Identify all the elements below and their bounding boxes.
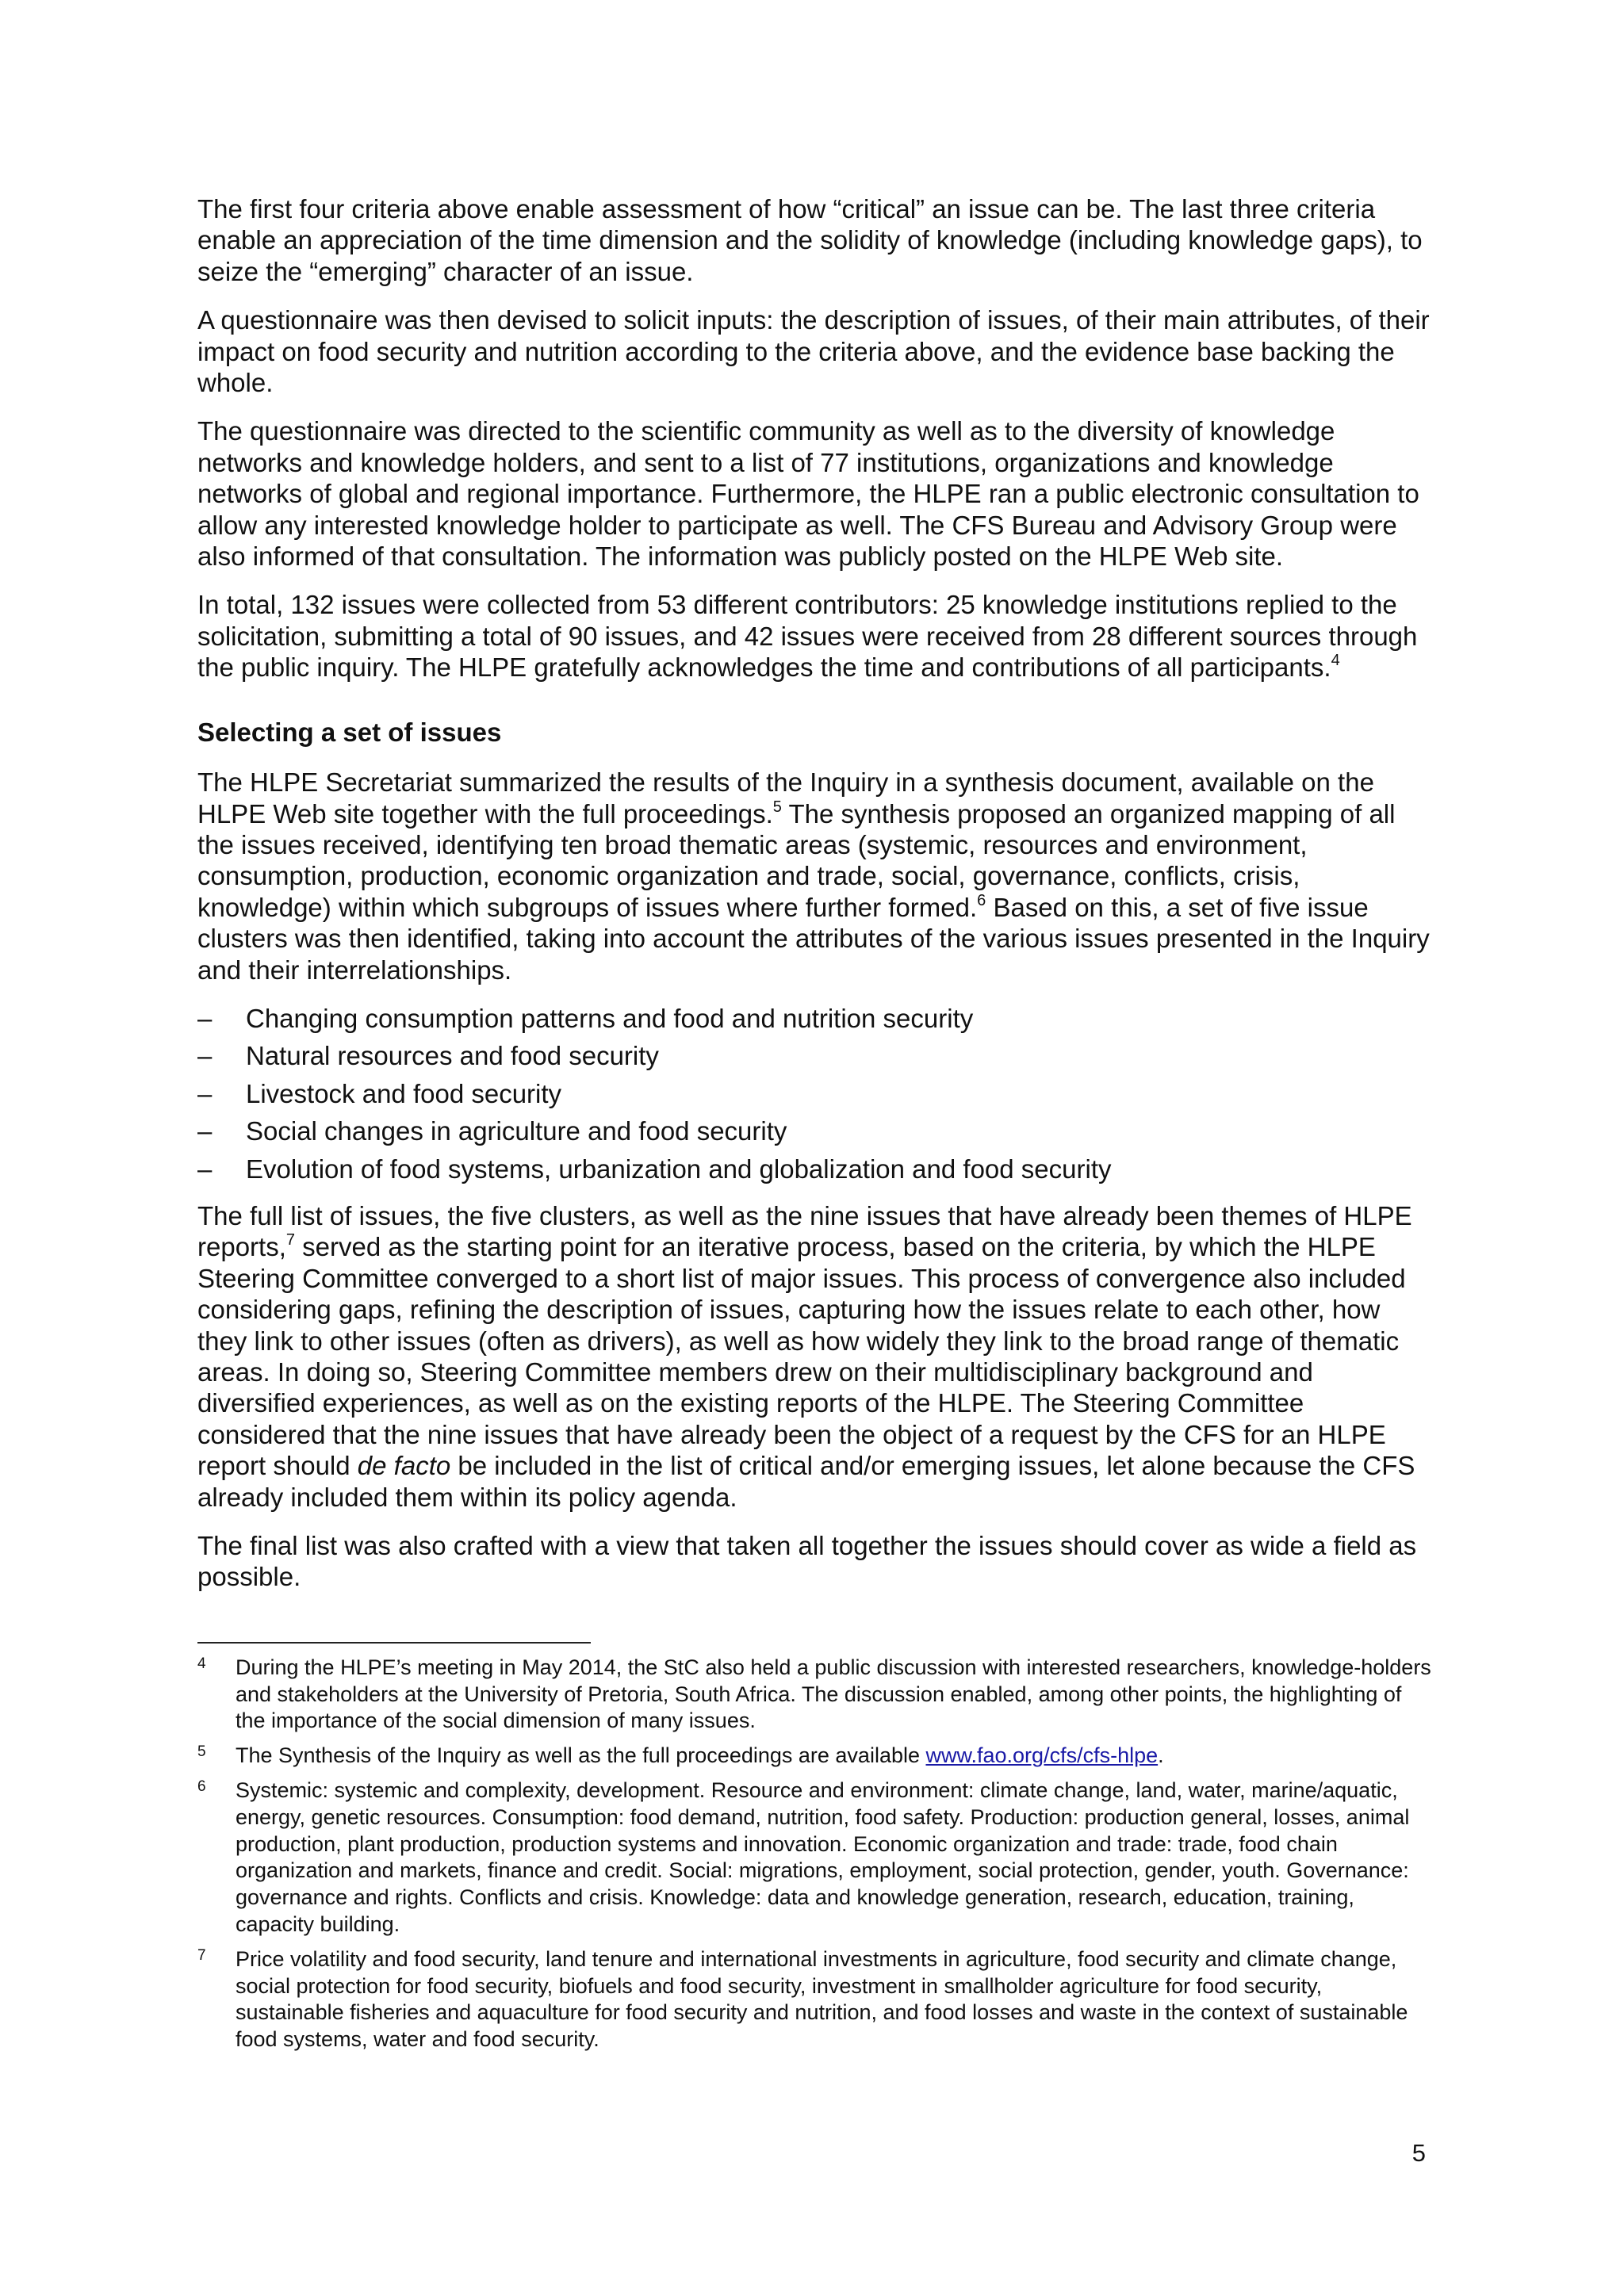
list-item-text: Evolution of food systems, urbanization and globalization and food security — [246, 1154, 1112, 1184]
footnote-text: Price volatility and food security, land tenure and international investments in agriculture, food security and climate change, social protection for food security, biofuels and food security, investment in smallholder agriculture for food security, sustainable fisheries and aquaculture for food security and nutrition, and food losses and waste in the context of sustainable food systems, water and food security. — [236, 1946, 1408, 2052]
dash-marker: – — [197, 1003, 213, 1033]
list-item — [197, 1154, 1434, 1184]
footnote-number: 7 — [197, 1946, 206, 1964]
footnote-text: Systemic: systemic and complexity, development. Resource and environment: climate change, land, water, marine/aquatic, energy, genetic resources. Consumption: food demand, nutrition, food safety. Production: production general, losses, animal production, plant production, production systems and innovation. Economic organization and trade: trade, food chain organization and markets, finance and credit. Social: migrations, employment, social protection, gender, youth. Governance: governance and rights. Conflicts and crisis. Knowledge: data and knowledge generation, research, education, training, capacity building. — [236, 1778, 1410, 1937]
paragraph-text: In total, 132 issues were collected from 53 different contributors: 25 knowledge institutions replied to the solicitation, submitting a total of 90 issues, and 42 issues were received from 28 different sources through the public inquiry. The HLPE gratefully acknowledges the time and contributions of all participants. — [197, 590, 1418, 683]
italic-term: de facto — [357, 1451, 451, 1481]
footnote-6 — [197, 1777, 1434, 1938]
list-item-text: Natural resources and food security — [246, 1041, 659, 1071]
paragraph-criteria: The first four criteria above enable assessment of how “critical” an issue can be. The last three criteria enable an appreciation of the time dimension and the solidity of knowledge (including knowledge gaps), to seize the “emerging” character of an issue. — [197, 194, 1423, 286]
fao-link[interactable]: www.fao.org/cfs/cfs-hlpe — [925, 1743, 1159, 1768]
paragraph-text: Based on this, a set of five issue clusters was then identified, taking into account the attributes of the various issues presented in the Inquiry and their interrelationships. — [197, 892, 1430, 985]
list-item — [197, 1115, 1434, 1146]
paragraph-text: be included in the list of critical and/or emerging issues, let alone because the CFS already included them within its policy agenda. — [197, 1451, 1415, 1512]
paragraph-text: The synthesis proposed an organized mapping of all the issues received, identifying ten broad thematic areas (systemic, resources and environment, consumption, production, economic organization and trade, social, governance, conflicts, crisis, knowledge) within which subgroups of issues where further formed. — [197, 798, 1396, 922]
footnote-ref-4[interactable]: 4 — [1331, 652, 1340, 670]
paragraph-text: The HLPE Secretariat summarized the results of the Inquiry in a synthesis document, available on the HLPE Web site together with the full proceedings. — [197, 767, 1374, 828]
footnote-4 — [197, 1655, 1434, 1735]
footnote-text: The Synthesis of the Inquiry as well as the full proceedings are available — [236, 1743, 926, 1768]
footnote-text-end: . — [1158, 1743, 1164, 1768]
footnote-text: During the HLPE’s meeting in May 2014, the StC also held a public discussion with interested researchers, knowledge-holders and stakeholders at the University of Pretoria, South Africa. The discussion enabled, among other points, the highlighting of the importance of the social dimension of many issues. — [236, 1655, 1431, 1733]
dash-marker: – — [197, 1154, 213, 1184]
footnote-ref-5[interactable]: 5 — [772, 798, 782, 816]
paragraph-text: served as the starting point for an iterative process, based on the criteria, by which the HLPE Steering Committee converged to a short list of major issues. This process of convergence also included considering gaps, refining the description of issues, capturing how the issues relate to each other, how they link to other issues (often as drivers), as well as how widely they link to the broad range of thematic areas. In doing so, Steering Committee members drew on their multidisciplinary background and diversified experiences, as well as on the existing reports of the HLPE. The Steering Committee considered that the nine issues that have already been the object of a request by the CFS for an HLPE report should — [197, 1232, 1406, 1481]
section-heading: Selecting a set of issues — [197, 717, 502, 747]
list-item — [197, 1078, 1434, 1109]
footnote-ref-7[interactable]: 7 — [285, 1231, 295, 1249]
paragraph-in-total — [197, 589, 1434, 683]
paragraph-directed: The questionnaire was directed to the scientific community as well as to the diversity of knowledge networks and knowledge holders, and sent to a list of 77 institutions, organizations and knowledge networks of global and regional importance. Furthermore, the HLPE ran a public electronic consultation to allow any interested knowledge holder to participate as well. The CFS Bureau and Advisory Group were also informed of that consultation. The information was publicly posted on the HLPE Web site. — [197, 416, 1419, 572]
list-item — [197, 1040, 1434, 1071]
paragraph-questionnaire: A questionnaire was then devised to solicit inputs: the description of issues, of their main attributes, of their impact on food security and nutrition according to the criteria above, and the evidence base backing the whole. — [197, 305, 1430, 398]
paragraph-final-list: The final list was also crafted with a view that taken all together the issues should cover as wide a field as possible. — [197, 1531, 1417, 1592]
document-body — [197, 193, 1434, 2061]
paragraph-full-list — [197, 1200, 1434, 1513]
dash-marker: – — [197, 1078, 213, 1108]
list-item-text: Social changes in agriculture and food security — [246, 1116, 787, 1146]
footnote-divider — [197, 1642, 591, 1644]
footnote-number: 6 — [197, 1778, 206, 1796]
paragraph-secretariat — [197, 767, 1434, 985]
footnote-7 — [197, 1946, 1434, 2053]
paragraph-text: The full list of issues, the five clusters, as well as the nine issues that have already been themes of HLPE reports, — [197, 1200, 1412, 1262]
page-number: 5 — [1411, 2139, 1426, 2167]
list-item-text: Livestock and food security — [246, 1078, 562, 1108]
footnote-ref-6[interactable]: 6 — [977, 891, 986, 909]
list-item — [197, 1003, 1434, 1034]
footnote-5 — [197, 1743, 1434, 1770]
issue-clusters-list — [197, 1003, 1434, 1184]
footnote-number: 5 — [197, 1743, 206, 1761]
dash-marker: – — [197, 1116, 213, 1146]
list-item-text: Changing consumption patterns and food and nutrition security — [246, 1003, 974, 1033]
dash-marker: – — [197, 1041, 213, 1071]
footnote-number: 4 — [197, 1655, 206, 1672]
